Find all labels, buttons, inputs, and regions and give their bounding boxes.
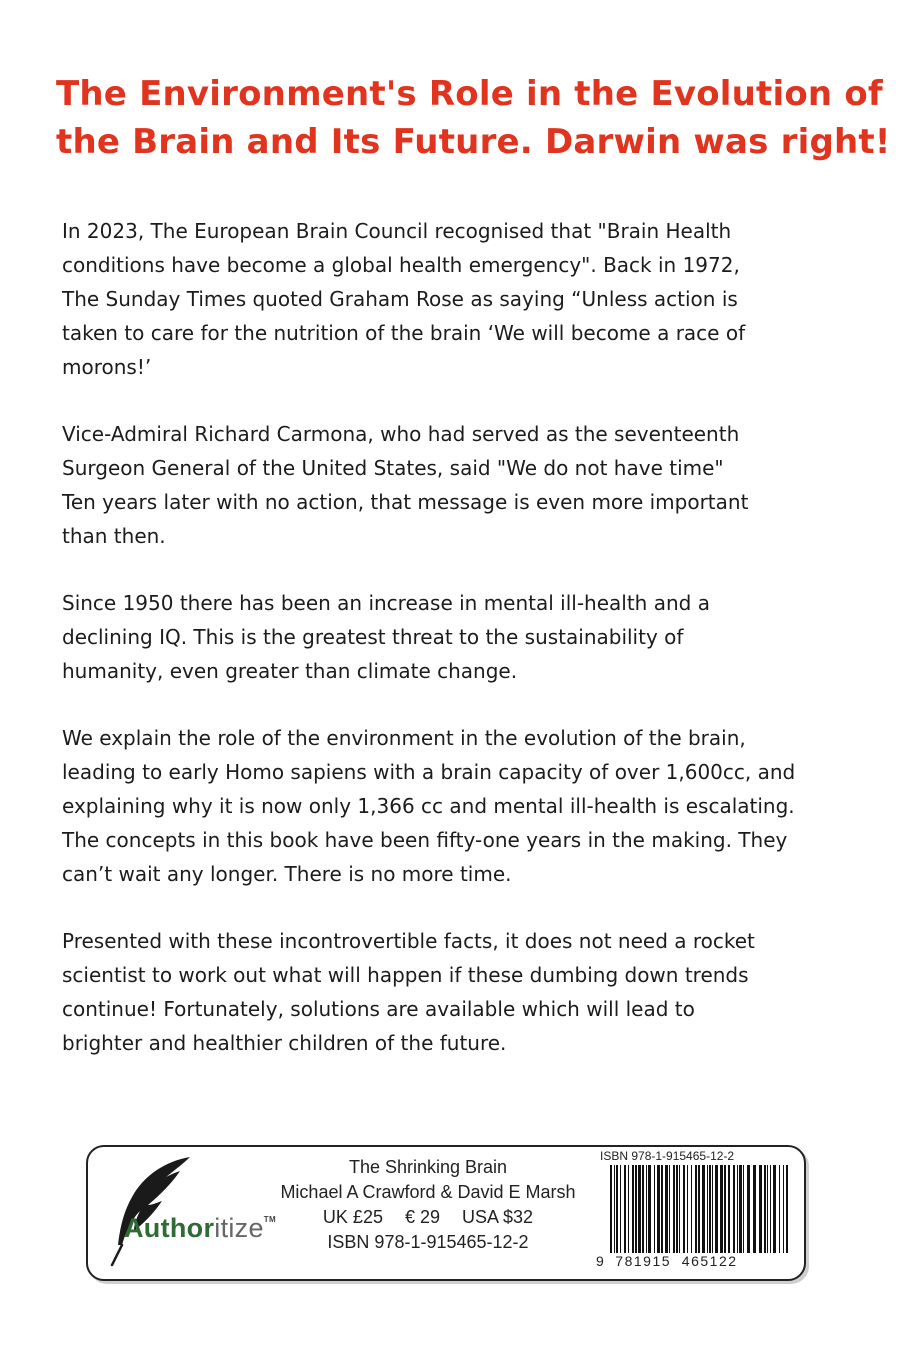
text-line: continue! Fortunately, solutions are available which will lead to: [62, 997, 695, 1021]
barcode-bar: [767, 1165, 768, 1253]
text-line: conditions have become a global health emergency". Back in 1972,: [62, 253, 740, 277]
paragraph-4: [62, 721, 862, 891]
barcode-bar: [620, 1165, 621, 1253]
barcode-bar: [786, 1165, 788, 1253]
paragraph-2: [62, 417, 862, 553]
text-line: Vice-Admiral Richard Carmona, who had served as the seventeenth: [62, 422, 740, 446]
barcode-bar: [665, 1165, 668, 1253]
text-line: Presented with these incontrovertible facts, it does not need a rocket: [62, 929, 755, 953]
text-line: can’t wait any longer. There is no more time.: [62, 862, 512, 886]
text-line: Surgeon General of the United States, said "We do not have time": [62, 456, 724, 480]
text-line: taken to care for the nutrition of the brain ‘We will become a race of: [62, 321, 746, 345]
barcode-bar: [733, 1165, 735, 1253]
barcode-bar: [628, 1165, 629, 1253]
text-line: humanity, even greater than climate change.: [62, 659, 518, 683]
text-line: explaining why it is now only 1,366 cc and mental ill-health is escalating.: [62, 794, 795, 818]
publisher-logo: [102, 1153, 292, 1271]
barcode-bar: [715, 1165, 718, 1253]
barcode-bar: [783, 1165, 784, 1253]
book-title: The Shrinking Brain: [348, 1157, 508, 1177]
barcode-bars: [596, 1149, 796, 1253]
price-eu: € 29: [404, 1207, 441, 1227]
book-authors: Michael A Crawford & David E Marsh: [280, 1182, 576, 1202]
barcode-digits-left: 781915: [615, 1253, 672, 1269]
text-line: Ten years later with no action, that message is even more important: [62, 490, 749, 514]
barcode-bar: [616, 1165, 618, 1253]
barcode-bar: [638, 1165, 641, 1253]
text-line: In 2023, The European Brain Council recognised that "Brain Health: [62, 219, 732, 243]
barcode-bar: [642, 1165, 644, 1253]
text-line: morons!’: [62, 355, 152, 379]
barcode-digit-first: 9: [596, 1253, 606, 1269]
book-info: [268, 1155, 588, 1255]
text-line: declining IQ. This is the greatest threat to the sustainability of: [62, 625, 684, 649]
price-usa: USA $32: [462, 1207, 534, 1227]
barcode-bar: [759, 1165, 762, 1253]
blurb: [62, 214, 862, 1093]
isbn-barcode: [596, 1149, 796, 1275]
text-line: The concepts in this book have been fifty-one years in the making. They: [62, 828, 788, 852]
text-line: than then.: [62, 524, 166, 548]
text-line: scientist to work out what will happen if these dumbing down trends: [62, 963, 749, 987]
barcode-bar: [779, 1165, 780, 1253]
barcode-bar: [691, 1165, 692, 1253]
barcode-bar: [747, 1165, 750, 1253]
headline-line-1: The Environment's Role in the Evolution of: [56, 74, 883, 114]
barcode-bar: [683, 1165, 685, 1253]
publisher-label: [86, 1145, 806, 1281]
headline-line-2: the Brain and Its Future. Darwin was right!: [56, 122, 891, 162]
paragraph-3: [62, 586, 862, 688]
price-list: [268, 1205, 588, 1230]
barcode-bar: [709, 1165, 711, 1253]
barcode-bar: [687, 1165, 688, 1253]
barcode-bar: [698, 1165, 700, 1253]
barcode-bar: [720, 1165, 723, 1253]
barcode-bar: [707, 1165, 708, 1253]
barcode-isbn-text: ISBN 978-1-915465-12-2: [600, 1149, 735, 1163]
text-line: Since 1950 there has been an increase in mental ill-health and a: [62, 591, 710, 615]
barcode-bar: [614, 1165, 615, 1253]
barcode-bar: [648, 1165, 651, 1253]
barcode-bar: [657, 1165, 660, 1253]
barcode-bar: [764, 1165, 766, 1253]
barcode-bar: [673, 1165, 675, 1253]
barcode-digits-right: 465122: [681, 1253, 738, 1269]
barcode-bar: [728, 1165, 730, 1253]
text-line: The Sunday Times quoted Graham Rose as saying “Unless action is: [62, 287, 738, 311]
barcode-bar: [753, 1165, 756, 1253]
barcode-bar: [770, 1165, 771, 1253]
barcode-bar: [676, 1165, 678, 1253]
text-line: We explain the role of the environment in the evolution of the brain,: [62, 726, 746, 750]
barcode-bar: [635, 1165, 637, 1253]
wordmark-green: Author: [124, 1213, 215, 1243]
quill-icon: [106, 1153, 196, 1271]
trademark-mark: TM: [263, 1215, 276, 1224]
barcode-bar: [624, 1165, 626, 1253]
barcode-bar: [737, 1165, 738, 1253]
barcode-bar: [773, 1165, 776, 1253]
barcode-bar: [679, 1165, 680, 1253]
barcode-bar: [724, 1165, 726, 1253]
barcode-bar: [661, 1165, 663, 1253]
cover-headline: [56, 70, 891, 166]
barcode-bar: [695, 1165, 697, 1253]
publisher-wordmark: [124, 1213, 276, 1244]
barcode-bar: [632, 1165, 634, 1253]
paragraph-5: [62, 924, 862, 1060]
barcode-bar: [654, 1165, 655, 1253]
text-line: brighter and healthier children of the future.: [62, 1031, 507, 1055]
barcode-digits: [596, 1253, 796, 1269]
barcode-bar: [669, 1165, 670, 1253]
paragraph-1: [62, 214, 862, 384]
barcode-bar: [712, 1165, 713, 1253]
price-uk: UK £25: [322, 1207, 383, 1227]
book-isbn: ISBN 978-1-915465-12-2: [327, 1232, 529, 1252]
wordmark-gray: itize: [214, 1213, 264, 1243]
barcode-bar: [743, 1165, 744, 1253]
text-line: leading to early Homo sapiens with a brain capacity of over 1,600cc, and: [62, 760, 796, 784]
barcode-bar: [702, 1165, 705, 1253]
barcode-bar: [646, 1165, 647, 1253]
barcode-bar: [739, 1165, 742, 1253]
barcode-bar: [610, 1165, 612, 1253]
